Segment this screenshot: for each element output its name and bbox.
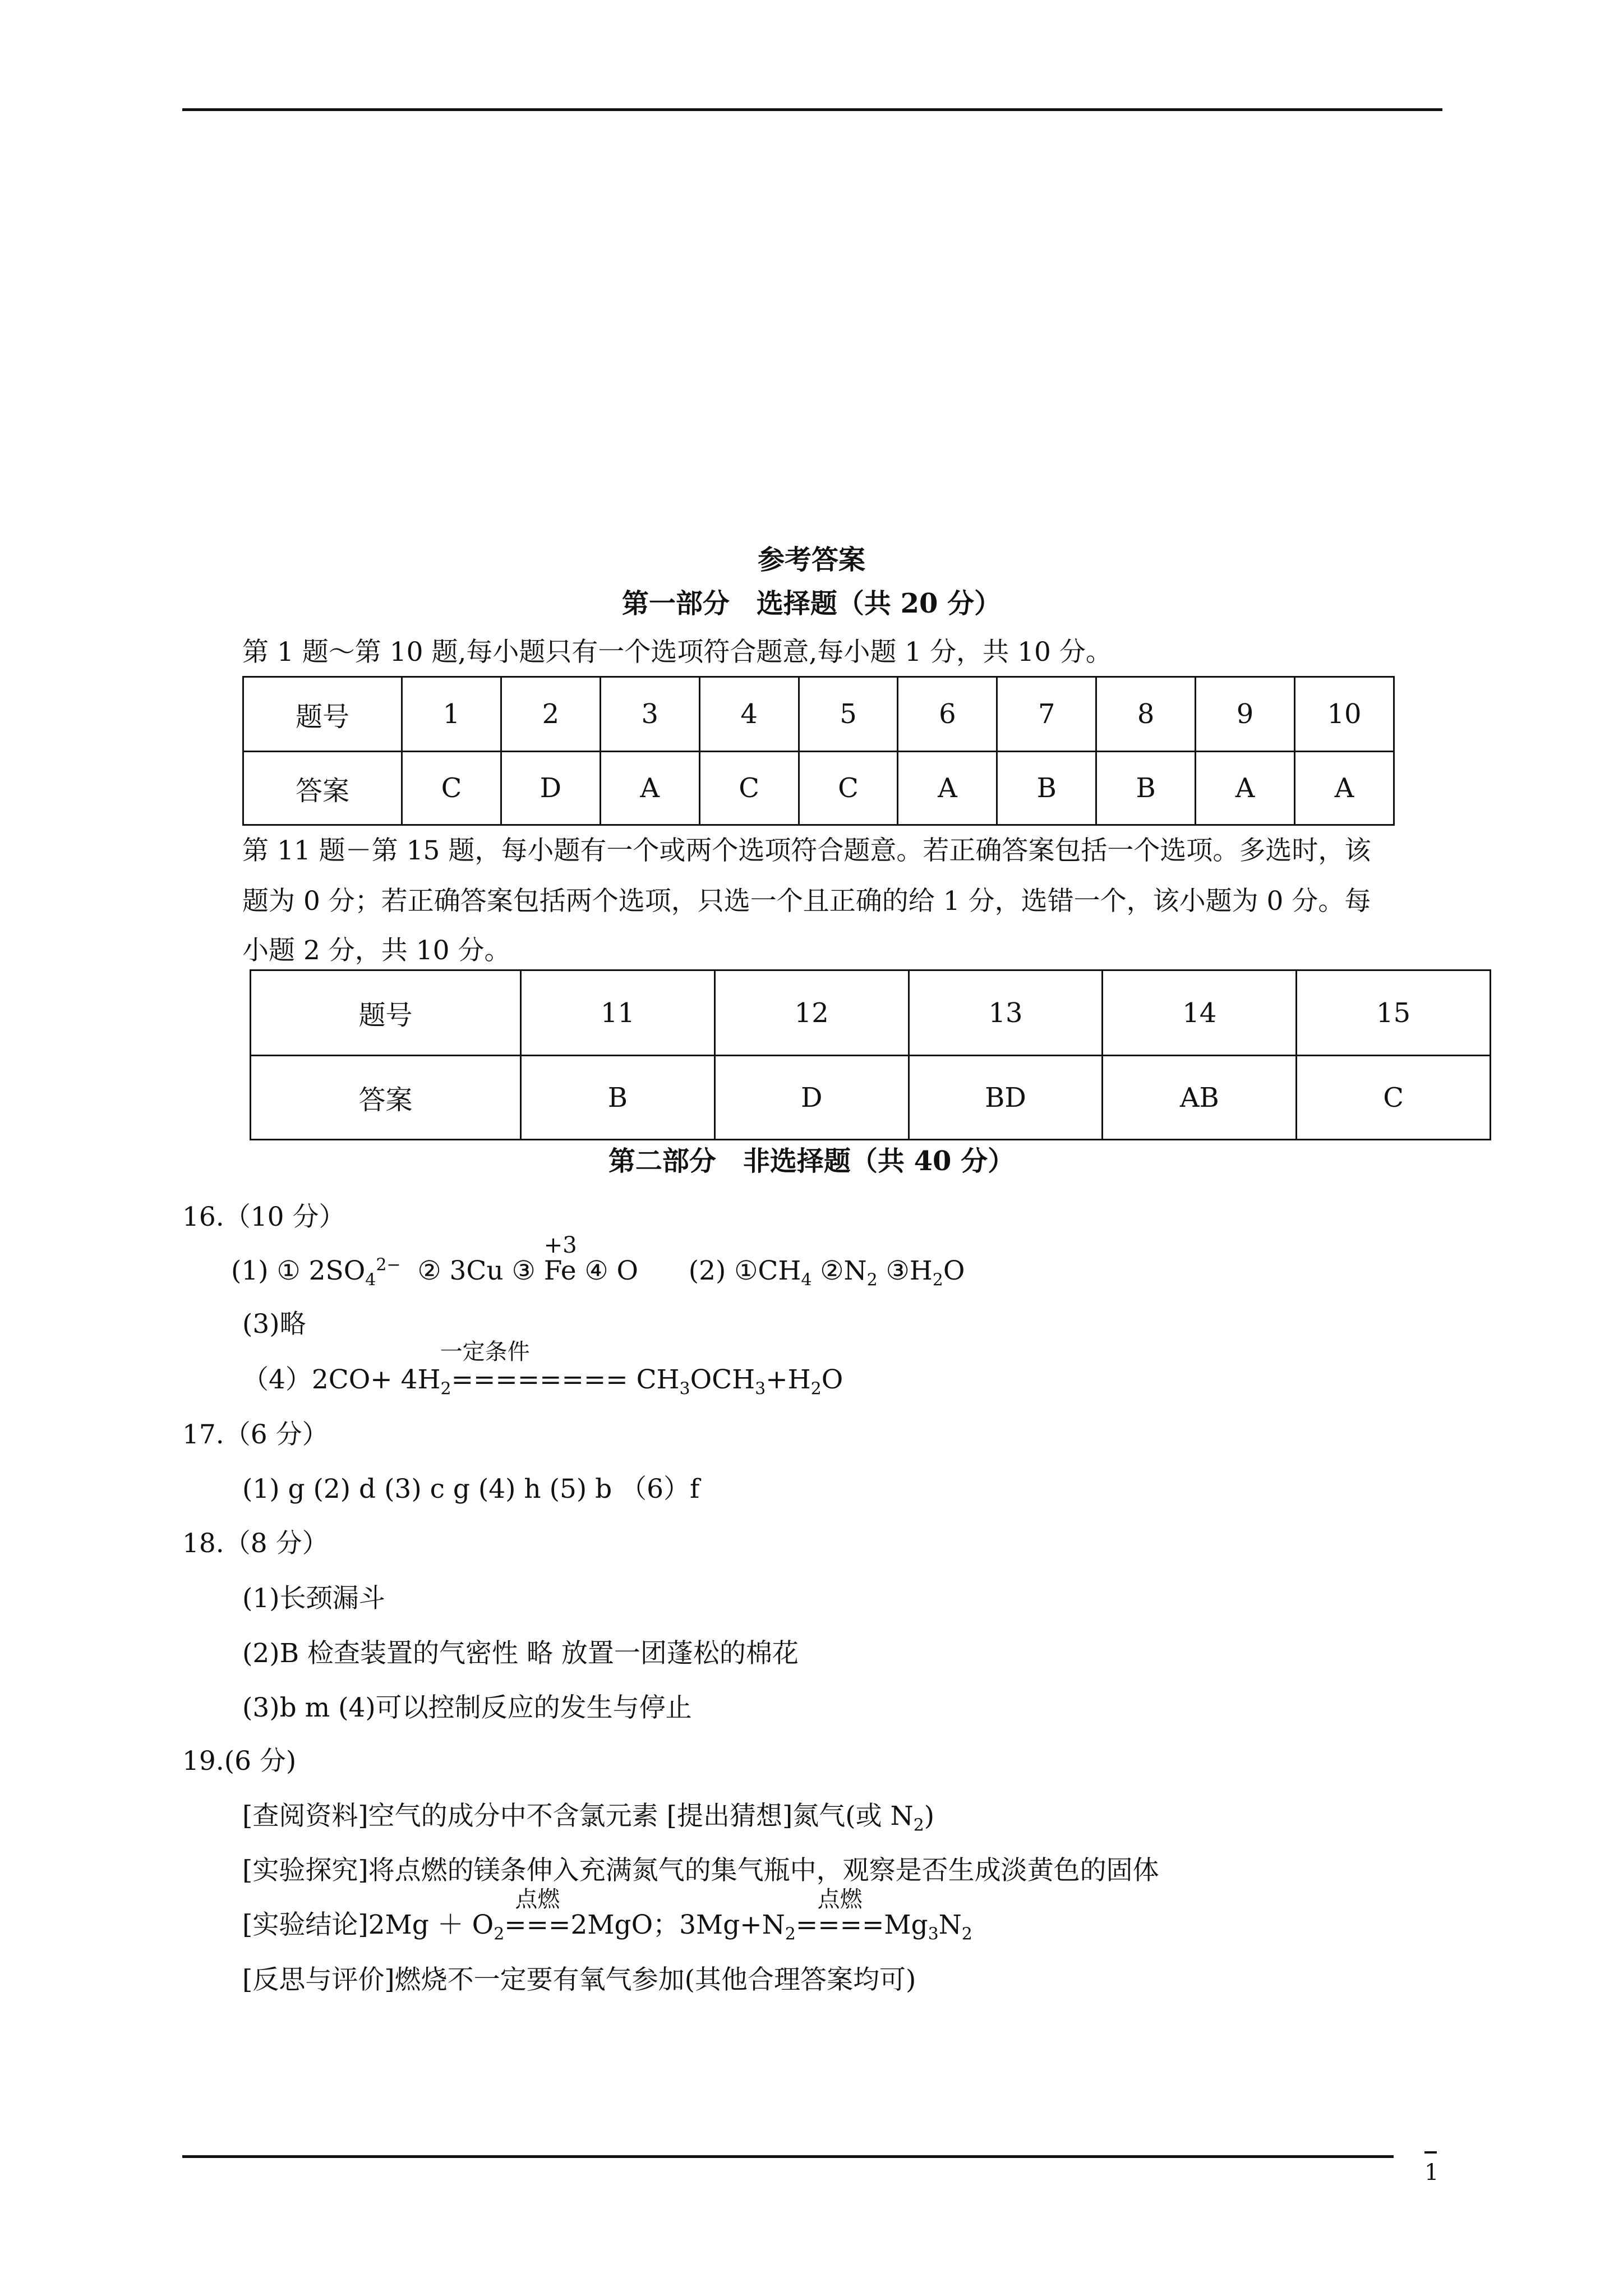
page-title: 参考答案 — [757, 544, 865, 576]
q18-line2: (2)B 检查装置的气密性 略 放置一团蓬松的棉花 — [242, 1638, 799, 1669]
q19-heading: 19.(6 分) — [182, 1746, 297, 1777]
subscript: 3 — [755, 1379, 766, 1399]
q16-text: +H — [766, 1364, 811, 1395]
subscript: 2 — [810, 1379, 822, 1399]
equals-sign: ======== — [451, 1364, 628, 1395]
question-number: 4 — [699, 677, 799, 752]
part1-intro2-line1: 第 11 题－第 15 题，每小题有一个或两个选项符合题意。若正确答案包括一个选项。多选时，该 — [242, 835, 1371, 866]
question-number: 15 — [1297, 970, 1491, 1056]
answer-cell: AB — [1103, 1056, 1297, 1140]
answer-cell: D — [714, 1056, 909, 1140]
q19-text: Mg — [884, 1910, 928, 1940]
q16-text: ②N — [811, 1255, 867, 1286]
q16-heading: 16.（10 分） — [182, 1202, 345, 1232]
table-row — [243, 752, 1394, 825]
subscript: 2 — [913, 1815, 924, 1835]
answer-cell: C — [699, 752, 799, 825]
equals-sign: ==== — [795, 1910, 884, 1940]
q16-text: O — [943, 1255, 965, 1286]
q16-text: ④ O — [576, 1255, 639, 1286]
question-number: 9 — [1196, 677, 1295, 752]
question-number: 7 — [997, 677, 1096, 752]
subscript: 2 — [961, 1924, 972, 1944]
valence-label: +3 — [543, 1232, 577, 1258]
subscript: 2 — [785, 1924, 796, 1944]
part2-heading: 第二部分 非选择题（共 40 分） — [608, 1145, 1015, 1177]
subscript: 2 — [932, 1270, 943, 1290]
answer-cell: C — [1297, 1056, 1491, 1140]
q16-line1 — [231, 1232, 965, 1290]
row-label-question: 题号 — [251, 970, 521, 1056]
part1-intro2-line3: 小题 2 分，共 10 分。 — [242, 935, 511, 966]
answer-table-2 — [250, 969, 1491, 1140]
q16-text: (1) ① 2SO — [231, 1255, 366, 1286]
q19-line4: [反思与评价]燃烧不一定要有氧气参加(其他合理答案均可) — [242, 1964, 916, 1995]
answer-cell: D — [501, 752, 600, 825]
q16-line3: (3)略 — [242, 1309, 306, 1340]
question-number: 10 — [1295, 677, 1394, 752]
subscript: 2 — [440, 1379, 451, 1399]
footer-rule — [182, 2155, 1394, 2158]
question-number: 8 — [1096, 677, 1196, 752]
page-number: 1 — [1424, 2160, 1439, 2185]
answer-cell: BD — [909, 1056, 1103, 1140]
q16-text: (2) ①CH — [688, 1255, 801, 1286]
q19-line1 — [242, 1800, 934, 1833]
reaction-condition: 一定条件 — [440, 1339, 530, 1365]
answer-cell: A — [898, 752, 997, 825]
reaction-condition: 点燃 — [817, 1887, 863, 1912]
answer-cell: B — [997, 752, 1096, 825]
part1-intro2-line2: 题为 0 分；若正确答案包括两个选项，只选一个且正确的给 1 分，选错一个，该小题为 0 分。每 — [242, 886, 1371, 917]
subscript: 4 — [801, 1270, 812, 1290]
part1-intro: 第 1 题～第 10 题,每小题只有一个选项符合题意,每小题 1 分，共 10 分。 — [242, 637, 1112, 668]
part1-heading: 第一部分 选择题（共 20 分） — [621, 588, 1002, 619]
row-label-answer: 答案 — [243, 752, 402, 825]
q16-text: （4）2CO+ 4H — [242, 1364, 441, 1395]
answer-cell: B — [521, 1056, 715, 1140]
q17-line1: (1) g (2) d (3) c g (4) h (5) b （6）f — [242, 1474, 700, 1504]
subscript: 2 — [494, 1924, 505, 1944]
equals-sign: === — [504, 1910, 571, 1940]
question-number: 11 — [521, 970, 715, 1056]
subscript: 2 — [866, 1270, 878, 1290]
q18-heading: 18.（8 分） — [182, 1528, 329, 1559]
reaction-arrow — [504, 1887, 571, 1942]
q16-text: OCH — [690, 1364, 755, 1395]
q16-text: CH — [628, 1364, 680, 1395]
row-label-answer: 答案 — [251, 1056, 521, 1140]
iron-symbol: Fe — [543, 1255, 577, 1286]
question-number: 3 — [600, 677, 699, 752]
question-number: 6 — [898, 677, 997, 752]
superscript: 2− — [376, 1255, 401, 1275]
answer-cell: A — [1196, 752, 1295, 825]
q19-text: ) — [924, 1801, 935, 1832]
answer-cell: B — [1096, 752, 1196, 825]
q17-heading: 17.（6 分） — [182, 1419, 329, 1450]
table-row — [251, 1056, 1491, 1140]
q19-text: [查阅资料]空气的成分中不含氯元素 [提出猜想]氮气(或 N — [242, 1801, 914, 1832]
answer-cell: C — [799, 752, 898, 825]
reaction-condition: 点燃 — [515, 1887, 560, 1912]
question-number: 12 — [714, 970, 909, 1056]
question-number: 5 — [799, 677, 898, 752]
q16-line4 — [242, 1339, 843, 1399]
answer-table-1 — [242, 676, 1395, 826]
q19-line3 — [242, 1887, 972, 1944]
q19-text: 2MgO；3Mg+N — [570, 1910, 785, 1940]
row-label-question: 题号 — [243, 677, 402, 752]
q18-line3: (3)b m (4)可以控制反应的发生与停止 — [242, 1692, 692, 1723]
subscript: 3 — [928, 1924, 939, 1944]
question-number: 14 — [1103, 970, 1297, 1056]
question-number: 13 — [909, 970, 1103, 1056]
header-rule — [182, 108, 1442, 111]
reaction-arrow — [795, 1887, 884, 1942]
table-row — [251, 970, 1491, 1056]
table-row — [243, 677, 1394, 752]
subscript: 3 — [679, 1379, 690, 1399]
q18-line1: (1)长颈漏斗 — [242, 1583, 385, 1614]
q16-text: ③H — [877, 1255, 933, 1286]
question-number: 2 — [501, 677, 600, 752]
reaction-arrow — [440, 1339, 628, 1397]
answer-cell: C — [402, 752, 501, 825]
answer-cell: A — [1295, 752, 1394, 825]
iron-with-valence — [543, 1232, 577, 1288]
page-number-mark — [1424, 2151, 1437, 2154]
answer-cell: A — [600, 752, 699, 825]
q19-text: N — [938, 1910, 962, 1940]
q19-text: [实验结论]2Mg ＋ O — [242, 1910, 494, 1940]
q19-line2: [实验探究]将点燃的镁条伸入充满氮气的集气瓶中，观察是否生成淡黄色的固体 — [242, 1855, 1159, 1886]
subscript: 4 — [365, 1270, 376, 1290]
q16-text: O — [821, 1364, 843, 1395]
question-number: 1 — [402, 677, 501, 752]
q16-text: ② 3Cu ③ — [417, 1255, 544, 1286]
